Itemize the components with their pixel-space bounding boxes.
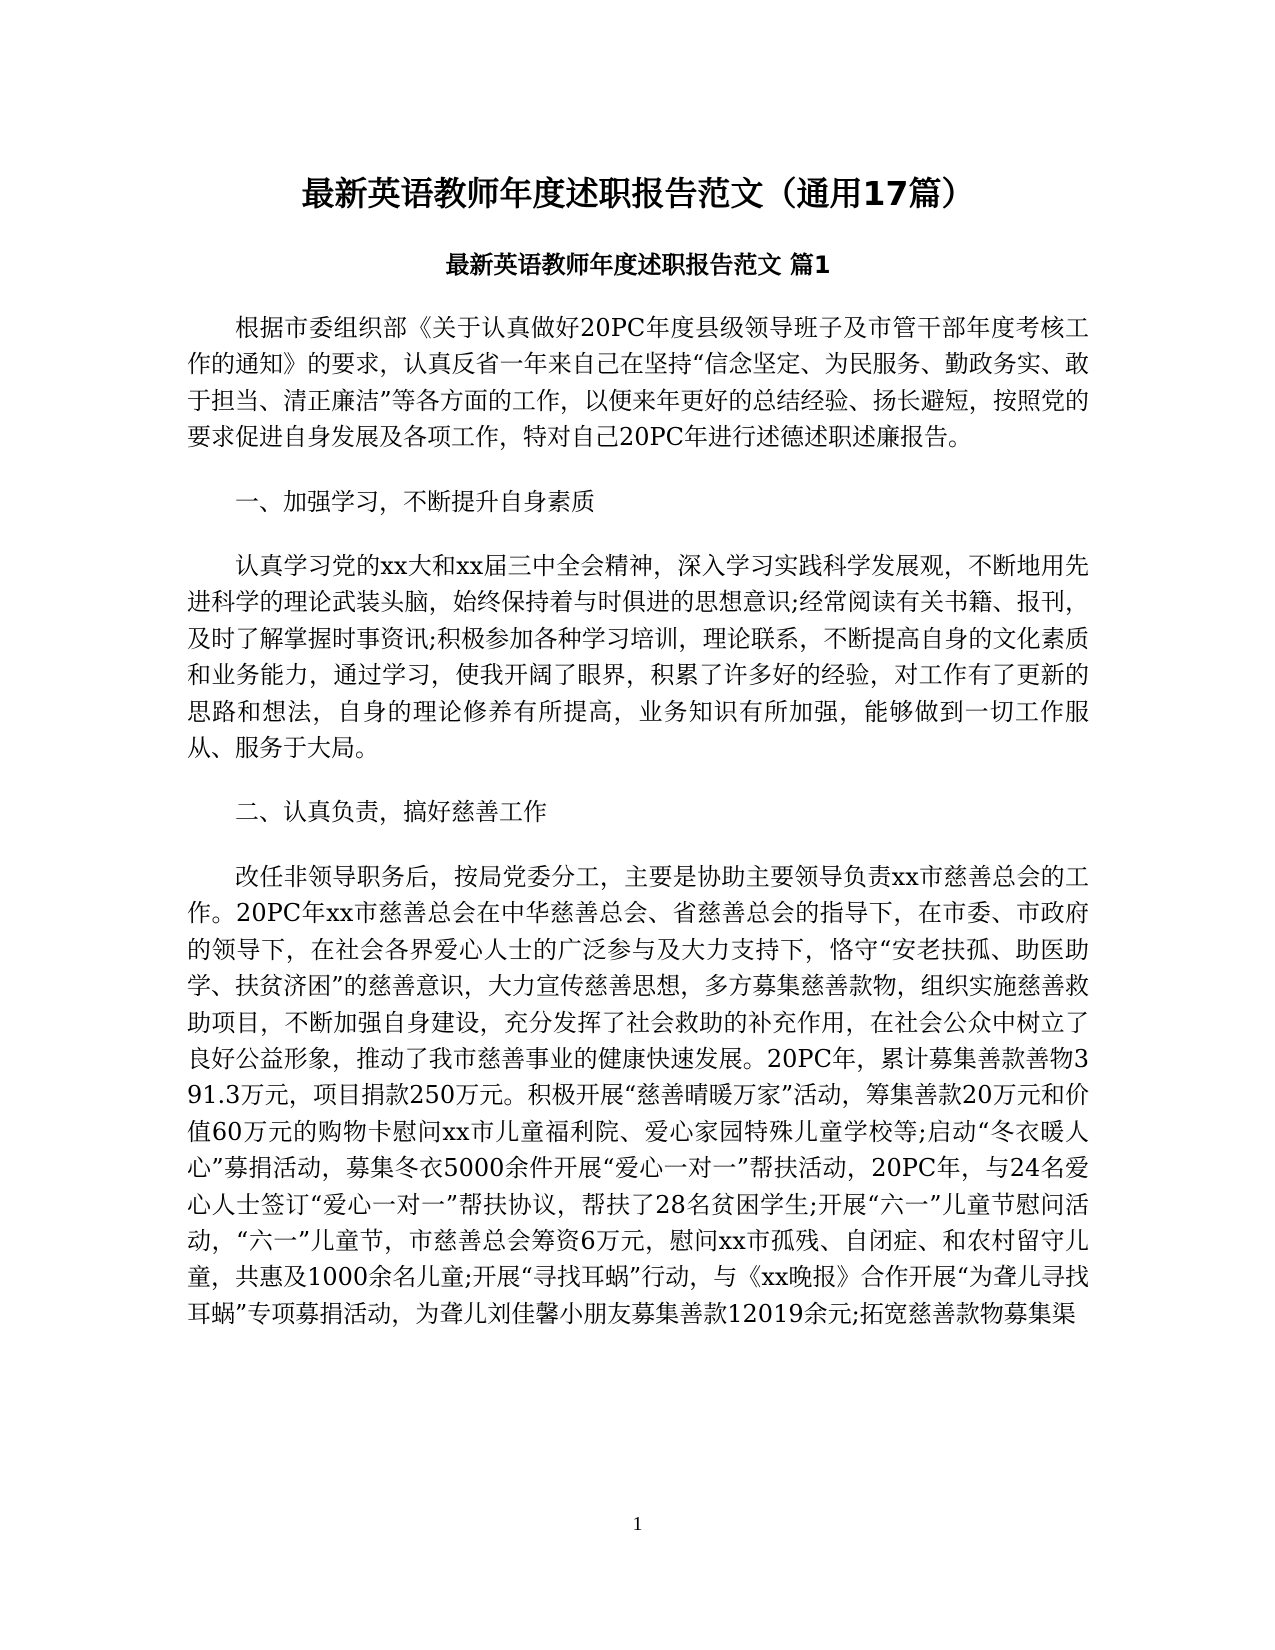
document-body <box>187 310 1089 1332</box>
paragraph-charity: 改任非领导职务后，按局党委分工，主要是协助主要领导负责xx市慈善总会的工作。20PC年xx市慈善总会在中华慈善总会、省慈善总会的指导下，在市委、市政府的领导下，在社会各界爱心人士的广泛参与及大力支持下，恪守“安老扶孤、助医助学、扶贫济困”的慈善意识，大力宣传慈善思想，多方募集慈善款物，组织实施慈善救助项目，不断加强自身建设，充分发挥了社会救助的补充作用，在社会公众中树立了良好公益形象，推动了我市慈善事业的健康快速发展。20PC年，累计募集善款善物391.3万元，项目捐款250万元。积极开展“慈善晴暖万家”活动，筹集善款20万元和价值60万元的购物卡慰问xx市儿童福利院、爱心家园特殊儿童学校等;启动“冬衣暖人心”募捐活动，募集冬衣5000余件开展“爱心一对一”帮扶活动，20PC年，与24名爱心人士签订“爱心一对一”帮扶协议，帮扶了28名贫困学生;开展“六一”儿童节慰问活动，“六一”儿童节，市慈善总会筹资6万元，慰问xx市孤残、自闭症、和农村留守儿童，共惠及1000余名儿童;开展“寻找耳蜗”行动，与《xx晚报》合作开展“为聋儿寻找耳蜗”专项募捐活动，为聋儿刘佳馨小朋友募集善款12019余元;拓宽慈善款物募集渠 <box>187 862 1089 1328</box>
paragraph-heading-1: 一、加强学习，不断提升自身素质 <box>235 487 595 516</box>
paragraph-heading-2: 二、认真负责，搞好慈善工作 <box>235 798 547 827</box>
document-title: 最新英语教师年度述职报告范文（通用17篇） <box>301 174 975 213</box>
section-title: 最新英语教师年度述职报告范文 篇1 <box>445 251 831 279</box>
page-number: 1 <box>632 1513 643 1535</box>
paragraph-intro: 根据市委组织部《关于认真做好20PC年度县级领导班子及市管干部年度考核工作的通知》的要求，认真反省一年来自己在坚持“信念坚定、为民服务、勤政务实、敢于担当、清正廉洁”等各方面的工作，以便来年更好的总结经验、扬长避短，按照党的要求促进自身发展及各项工作，特对自己20PC年进行述德述职述廉报告。 <box>187 314 1089 452</box>
paragraph-study: 认真学习党的xx大和xx届三中全会精神，深入学习实践科学发展观，不断地用先进科学的理论武装头脑，始终保持着与时俱进的思想意识;经常阅读有关书籍、报刊，及时了解掌握时事资讯;积极参加各种学习培训，理论联系，不断提高自身的文化素质和业务能力，通过学习，使我开阔了眼界，积累了许多好的经验，对工作有了更新的思路和想法，自身的理论修养有所提高，业务知识有所加强，能够做到一切工作服从、服务于大局。 <box>187 552 1089 763</box>
